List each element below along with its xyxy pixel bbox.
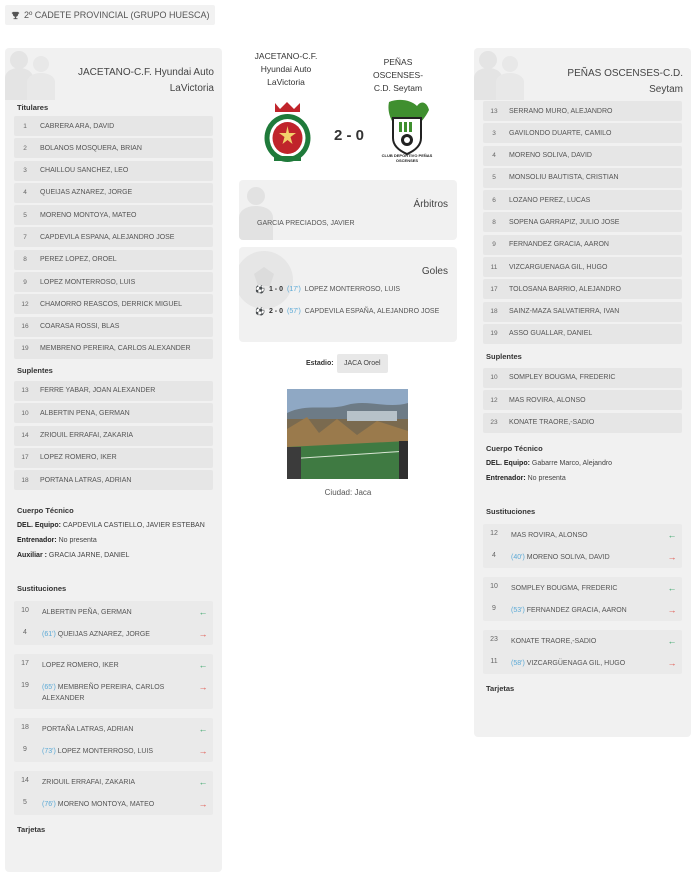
arrow-left-icon: ←: [198, 607, 208, 618]
player-row[interactable]: [14, 272, 213, 292]
player-number: 11: [490, 657, 498, 665]
arrow-right-icon: →: [198, 629, 208, 640]
player-number: 3: [23, 167, 27, 175]
player-out-name[interactable]: LOPEZ MONTERROSO, LUIS: [57, 748, 154, 756]
player-name[interactable]: QUEIJAS AZNAREZ, JORGE: [40, 189, 133, 197]
player-number: 8: [23, 256, 27, 264]
goals-title: Goles: [421, 266, 448, 277]
substitution-minute: (61'): [42, 631, 56, 639]
substitution-in-row[interactable]: [483, 524, 682, 546]
player-number: 14: [21, 432, 29, 440]
away-team-title: PEÑAS OSCENSES-C.D. Seytam: [567, 68, 683, 95]
goals-card: [239, 247, 457, 342]
substitution-minute: (73'): [42, 748, 56, 756]
goal-scorer[interactable]: LOPEZ MONTERROSO, LUIS: [304, 286, 401, 293]
player-row[interactable]: [483, 123, 682, 143]
player-name[interactable]: [36, 682, 193, 704]
player-in-name[interactable]: SOMPLEY BOUGMA, FREDERIC: [511, 584, 618, 592]
player-name[interactable]: TOLOSANA BARRIO, ALEJANDRO: [509, 285, 621, 293]
player-number: 19: [21, 345, 29, 353]
player-name[interactable]: LOPEZ ROMERO, IKER: [40, 454, 117, 462]
staff-member: [5, 533, 222, 548]
player-row[interactable]: [14, 205, 213, 225]
player-row[interactable]: [14, 250, 213, 270]
arrow-right-icon: →: [198, 746, 208, 757]
player-number: 4: [23, 629, 27, 637]
substitution-minute: (53'): [511, 606, 525, 614]
player-name[interactable]: [36, 777, 193, 788]
player-number: 5: [23, 799, 27, 807]
substitution-minute: (76'): [42, 801, 56, 809]
player-name[interactable]: MAS ROVIRA, ALONSO: [509, 396, 586, 404]
goal-row: [255, 307, 439, 316]
referees-title: Árbitros: [413, 199, 448, 210]
player-number: 12: [490, 529, 498, 537]
player-row[interactable]: [483, 168, 682, 188]
player-row[interactable]: [14, 403, 213, 423]
city-label: Ciudad: Jaca: [324, 488, 372, 497]
player-row[interactable]: [483, 324, 682, 344]
player-name[interactable]: CABRERA ARA, DAVID: [40, 122, 115, 130]
player-row[interactable]: [483, 413, 682, 433]
substitution-out-row[interactable]: [14, 623, 213, 645]
player-number: 10: [21, 607, 29, 615]
player-row[interactable]: [483, 257, 682, 277]
goal-minute: (17'): [286, 286, 301, 293]
player-name[interactable]: CAPDEVILA ESPAÑA, ALEJANDRO JOSE: [40, 233, 175, 241]
player-row[interactable]: [14, 470, 213, 490]
substitution-in-row[interactable]: [483, 630, 682, 652]
arrow-left-icon: ←: [667, 635, 677, 646]
player-row[interactable]: [14, 161, 213, 181]
player-number: 13: [490, 107, 498, 115]
player-number: 10: [490, 374, 498, 382]
home-team-title: JACETANO-C.F. Hyundai Auto LaVictoria: [78, 67, 214, 94]
staff-role: DEL. Equipo:: [486, 459, 530, 467]
player-number: 2: [23, 144, 27, 152]
staff-name: No presenta: [58, 537, 97, 545]
player-row[interactable]: [14, 448, 213, 468]
player-number: 5: [23, 211, 27, 219]
player-row[interactable]: [483, 190, 682, 210]
player-name[interactable]: MEMBREÑO PEREIRA, CARLOS ALEXANDER: [40, 345, 191, 353]
arrow-right-icon: →: [198, 682, 208, 693]
player-name[interactable]: MONSOLIU BAUTISTA, CRISTIAN: [509, 174, 619, 182]
substitution-out-row[interactable]: [14, 793, 213, 815]
player-name[interactable]: SOPENA GARRAPIZ, JULIO JOSE: [509, 218, 620, 226]
stadium-photo: [287, 389, 408, 479]
player-row[interactable]: [483, 101, 682, 121]
player-name[interactable]: LOZANO PEREZ, LUCAS: [509, 196, 591, 204]
player-number: 17: [21, 454, 29, 462]
player-number: 18: [490, 308, 498, 316]
player-in-name[interactable]: ALBERTIN PEÑA, GERMAN: [42, 609, 132, 617]
player-row[interactable]: [483, 279, 682, 299]
substitution-block: [483, 524, 682, 568]
player-number: 9: [492, 604, 496, 612]
player-name[interactable]: VIZCARGÜENAGA GIL, HUGO: [509, 263, 608, 271]
player-name[interactable]: BOLAÑOS MOSQUERA, BRIAN: [40, 144, 142, 152]
arrow-left-icon: ←: [667, 529, 677, 540]
player-number: 13: [21, 387, 29, 395]
staff-member: [5, 518, 222, 533]
player-name[interactable]: FERRE YABAR, JOAN ALEXANDER: [40, 387, 156, 395]
player-row[interactable]: [483, 146, 682, 166]
match-score: 2 - 0: [333, 127, 364, 144]
player-number: 19: [21, 682, 29, 690]
goal-result: 2 - 0: [268, 308, 283, 315]
home-team-name[interactable]: JACETANO-C.F. Hyundai Auto LaVictoria: [254, 51, 318, 87]
player-number: 9: [23, 746, 27, 754]
substitution-block: [483, 630, 682, 674]
arrow-right-icon: →: [667, 604, 677, 615]
player-number: 23: [490, 419, 498, 427]
stadium-label: Estadio:: [306, 360, 334, 367]
player-out-name[interactable]: QUEIJAS AZNAREZ, JORGE: [57, 631, 150, 639]
away-staff-title: Cuerpo Técnico: [486, 443, 543, 453]
player-out-name[interactable]: MORENO SOLIVA, DAVID: [526, 553, 610, 561]
player-name[interactable]: MORENO MONTOYA, MATEO: [40, 211, 137, 219]
substitution-out-row[interactable]: [483, 652, 682, 674]
arrow-left-icon: ←: [198, 724, 208, 735]
staff-member: [5, 548, 222, 563]
player-number: 4: [23, 189, 27, 197]
player-name[interactable]: SOMPLEY BOUGMA, FREDERIC: [509, 374, 616, 382]
substitution-in-row[interactable]: [14, 601, 213, 623]
player-name[interactable]: ALBERTIN PEÑA, GERMAN: [40, 409, 130, 417]
away-cards-title: Tarjetas: [486, 683, 515, 693]
substitution-block: [483, 577, 682, 621]
player-row[interactable]: [483, 390, 682, 410]
away-staff-list: [474, 456, 691, 486]
away-substitutions-list: [474, 524, 691, 674]
player-number: 14: [21, 777, 29, 785]
player-name[interactable]: [36, 746, 193, 757]
player-out-name[interactable]: VIZCARGÜENAGA GIL, HUGO: [526, 659, 626, 667]
player-number: 11: [490, 263, 498, 271]
player-name[interactable]: CHAILLOU SANCHEZ, LEO: [40, 167, 129, 175]
player-row[interactable]: [14, 227, 213, 247]
substitution-minute: (58'): [511, 659, 525, 667]
goal-scorer[interactable]: CAPDEVILA ESPAÑA, ALEJANDRO JOSE: [304, 308, 440, 315]
player-number: 5: [492, 174, 496, 182]
staff-role: Auxiliar :: [17, 552, 47, 560]
player-row[interactable]: [14, 381, 213, 401]
player-name[interactable]: FERNANDEZ GRACIA, AARON: [509, 241, 609, 249]
home-starters-title: Titulares: [17, 103, 49, 112]
player-name[interactable]: [505, 530, 662, 541]
goal-result: 1 - 0: [268, 286, 283, 293]
player-name[interactable]: ZRIOUIL ERRAFAI, ZAKARIA: [40, 432, 134, 440]
arrow-left-icon: ←: [198, 660, 208, 671]
player-number: 7: [23, 233, 27, 241]
player-number: 12: [21, 300, 29, 308]
substitution-block: [14, 718, 213, 762]
player-row[interactable]: [14, 426, 213, 446]
player-name[interactable]: [36, 607, 193, 618]
player-number: 3: [492, 129, 496, 137]
away-starters-list: [474, 101, 691, 344]
player-name[interactable]: CHAMORRO REASCOS, DERRICK MIGUEL: [40, 300, 182, 308]
player-row[interactable]: [14, 116, 213, 136]
player-in-name[interactable]: MAS ROVIRA, ALONSO: [511, 531, 588, 539]
player-number: 1: [23, 122, 27, 130]
player-name[interactable]: MORENO SOLIVA, DAVID: [509, 152, 592, 160]
ball-icon: ⚽: [255, 307, 265, 316]
player-in-name[interactable]: PORTAÑA LATRAS, ADRIAN: [42, 726, 134, 734]
goal-minute: (57'): [286, 308, 301, 315]
away-subs-title: Suplentes: [486, 351, 522, 361]
player-row[interactable]: [483, 212, 682, 232]
player-in-name[interactable]: KONATE TRAORE,-SADIO: [511, 637, 597, 645]
competition-label: 2º CADETE PROVINCIAL (GRUPO HUESCA): [24, 10, 210, 20]
home-subs-title: Suplentes: [17, 365, 53, 375]
player-name[interactable]: ASSO GUALLAR, DANIEL: [509, 330, 593, 338]
substitution-in-row[interactable]: [14, 654, 213, 676]
player-number: 6: [492, 196, 496, 204]
substitution-out-row[interactable]: [14, 740, 213, 762]
player-name[interactable]: [505, 605, 662, 616]
home-team-panel: [5, 48, 222, 872]
player-row[interactable]: [483, 235, 682, 255]
player-number: 19: [490, 330, 498, 338]
player-out-name[interactable]: MEMBREÑO PEREIRA, CARLOS ALEXANDER: [42, 684, 165, 703]
player-out-name[interactable]: MORENO MONTOYA, MATEO: [57, 801, 155, 809]
player-row[interactable]: [14, 294, 213, 314]
player-row[interactable]: [14, 339, 213, 359]
arrow-right-icon: →: [667, 657, 677, 668]
arrow-right-icon: →: [667, 551, 677, 562]
player-name[interactable]: [505, 658, 662, 669]
substitution-out-row[interactable]: [483, 546, 682, 568]
player-name[interactable]: PORTAÑA LATRAS, ADRIAN: [40, 476, 132, 484]
player-name[interactable]: SAINZ-MAZA SALVATIERRA, IVAN: [509, 308, 620, 316]
substitution-block: [14, 654, 213, 709]
referees-card: [239, 180, 457, 240]
referee-silhouette-icon: [239, 184, 279, 240]
substitution-minute: (65'): [42, 684, 56, 692]
home-team-crest-icon[interactable]: [262, 100, 313, 164]
player-number: 18: [21, 476, 29, 484]
staff-member: [474, 471, 691, 486]
home-staff-list: [5, 518, 222, 563]
player-number: 10: [490, 582, 498, 590]
staff-role: Entrenador:: [486, 474, 526, 482]
arrow-left-icon: ←: [667, 582, 677, 593]
home-subs-list: [5, 381, 222, 490]
player-name[interactable]: SERRANO MURO, ALEJANDRO: [509, 107, 613, 115]
arrow-left-icon: ←: [198, 777, 208, 788]
player-name[interactable]: [36, 629, 193, 640]
goal-row: [255, 285, 400, 294]
player-number: 16: [21, 323, 29, 331]
competition-badge[interactable]: [5, 5, 215, 25]
player-row[interactable]: [483, 368, 682, 388]
player-number: 18: [21, 724, 29, 732]
soccer-ball-icon: [239, 249, 295, 311]
away-subs-list: [474, 368, 691, 433]
player-number: 17: [21, 660, 29, 668]
player-name[interactable]: [36, 660, 193, 671]
player-name[interactable]: [36, 799, 193, 810]
player-name[interactable]: GAVILONDO DUARTE, CAMILO: [509, 129, 612, 137]
player-name[interactable]: PEREZ LOPEZ, OROEL: [40, 256, 117, 264]
player-name[interactable]: [505, 583, 662, 594]
home-substitutions-title: Sustituciones: [17, 584, 67, 594]
player-number: 9: [23, 278, 27, 286]
home-starters-list: [5, 116, 222, 359]
away-team-panel: [474, 48, 691, 737]
substitution-block: [14, 771, 213, 815]
referee-name: GARCIA PRECIADOS, JAVIER: [257, 220, 355, 227]
substitution-block: [14, 601, 213, 645]
player-number: 10: [21, 409, 29, 417]
substitution-out-row[interactable]: [483, 599, 682, 621]
player-out-name[interactable]: FERNANDEZ GRACIA, AARON: [526, 606, 627, 614]
player-name[interactable]: KONATE TRAORE,-SADIO: [509, 419, 595, 427]
ball-icon: ⚽: [255, 285, 265, 294]
staff-name: Gabarre Marco, Alejandro: [531, 459, 613, 467]
substitution-in-row[interactable]: [14, 771, 213, 793]
player-number: 4: [492, 551, 496, 559]
home-staff-title: Cuerpo Técnico: [17, 506, 74, 516]
substitution-in-row[interactable]: [483, 577, 682, 599]
staff-name: GRACIA JARNE, DANIEL: [48, 552, 130, 560]
player-row[interactable]: [14, 183, 213, 203]
player-row[interactable]: [14, 138, 213, 158]
staff-member: [474, 456, 691, 471]
substitution-minute: (40'): [511, 553, 525, 561]
player-in-name[interactable]: ZRIOUIL ERRAFAI, ZAKARIA: [42, 779, 136, 787]
player-number: 12: [490, 396, 498, 404]
substitution-out-row[interactable]: [14, 676, 213, 709]
player-number: 23: [490, 635, 498, 643]
player-number: 4: [492, 152, 496, 160]
away-substitutions-title: Sustituciones: [486, 506, 536, 516]
staff-role: DEL. Equipo:: [17, 522, 61, 530]
staff-name: CAPDEVILA CASTIELLO, JAVIER ESTEBAN: [62, 522, 205, 530]
player-in-name[interactable]: LOPEZ ROMERO, IKER: [42, 662, 119, 670]
substitution-in-row[interactable]: [14, 718, 213, 740]
arrow-right-icon: →: [198, 799, 208, 810]
staff-name: No presenta: [527, 474, 566, 482]
away-logo-caption: CLUB DEPORTIVO PEÑAS OSCENSES: [381, 153, 433, 163]
player-number: 17: [490, 285, 498, 293]
player-name[interactable]: [505, 552, 662, 563]
player-name[interactable]: LOPEZ MONTERROSO, LUIS: [40, 278, 136, 286]
player-row[interactable]: [14, 317, 213, 337]
away-team-name[interactable]: PEÑAS OSCENSES-C.D. Seytam: [372, 57, 424, 93]
player-row[interactable]: [483, 302, 682, 322]
player-number: 9: [492, 241, 496, 249]
player-name[interactable]: [36, 724, 193, 735]
home-cards-title: Tarjetas: [17, 825, 46, 835]
home-substitutions-list: [5, 601, 222, 815]
player-number: 8: [492, 218, 496, 226]
staff-role: Entrenador:: [17, 537, 57, 545]
stadium-chip[interactable]: JACA Oroel: [337, 354, 388, 373]
player-name[interactable]: [505, 636, 662, 647]
trophy-icon: [11, 11, 20, 20]
player-name[interactable]: COARASA ROSSI, BLAS: [40, 323, 120, 331]
